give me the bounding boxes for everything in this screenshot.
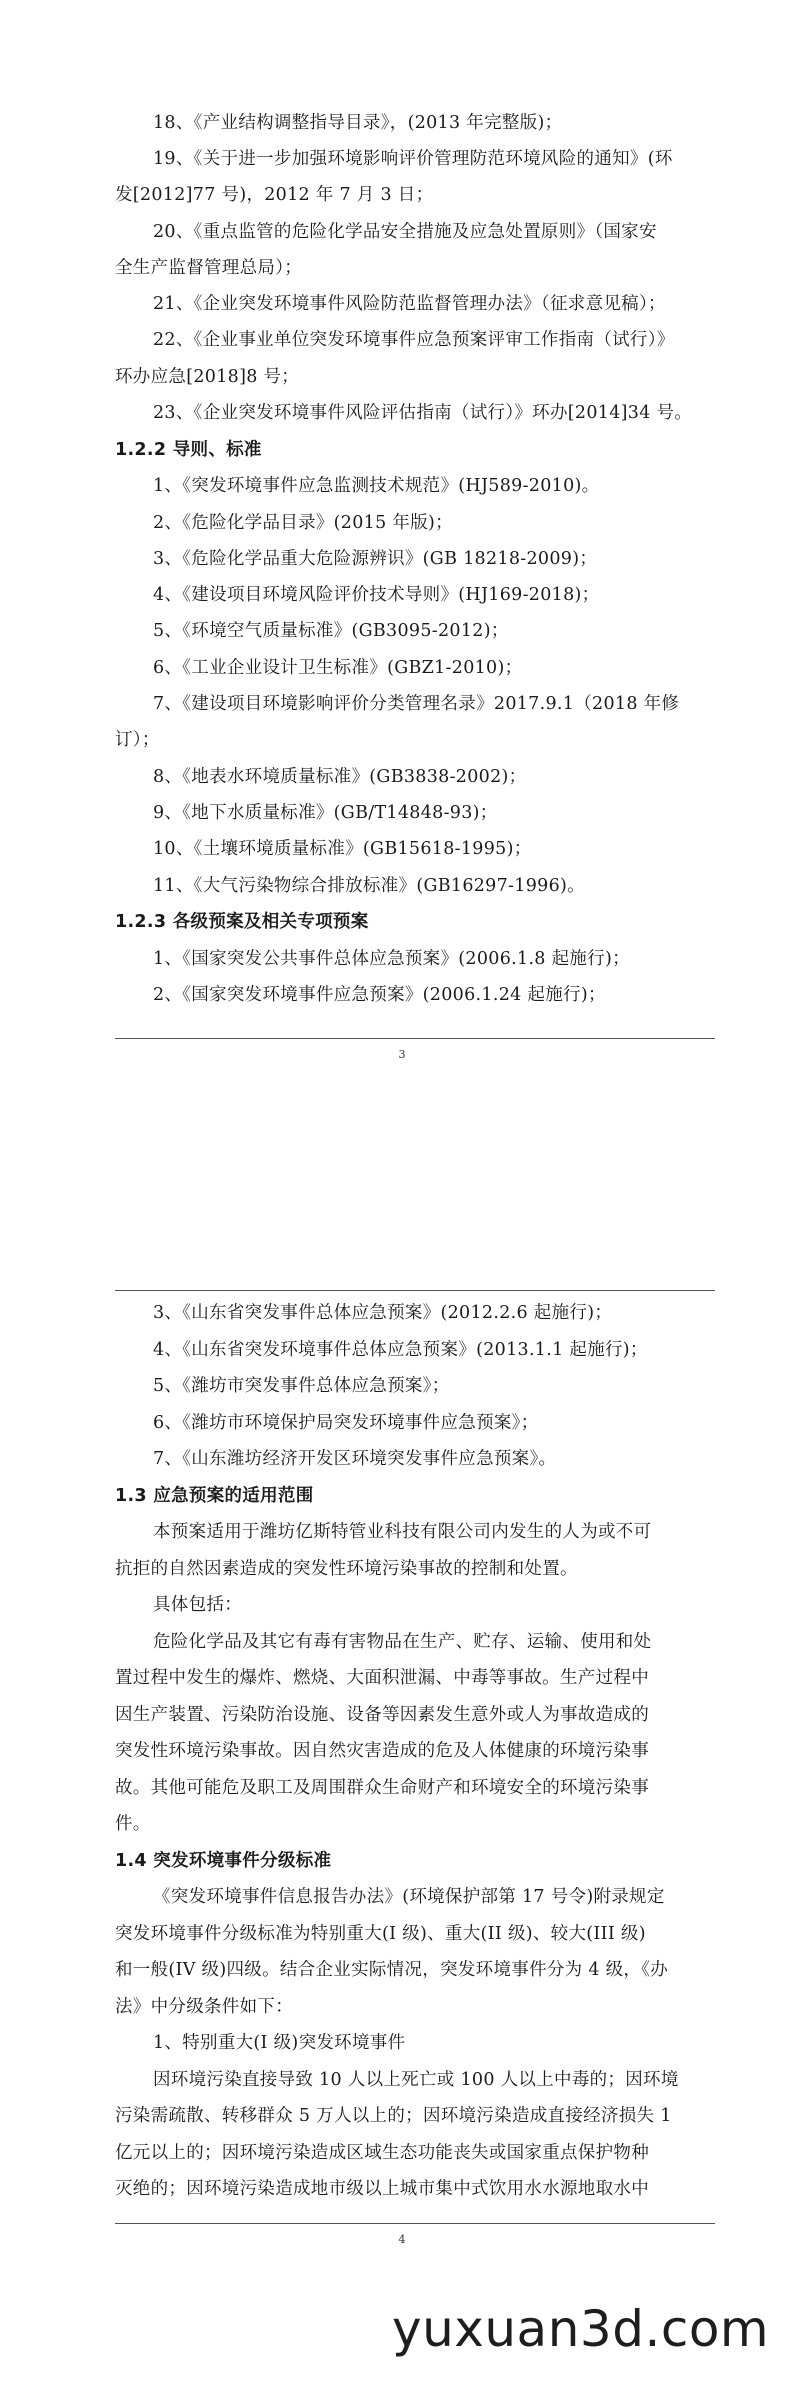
footer-rule [115,1038,715,1039]
text-line: 发[2012]77 号)，2012 年 7 月 3 日； [115,185,434,205]
section-heading-1-2-2: 1.2.2 导则、标准 [115,440,262,460]
text-line: 法》中分级条件如下： [115,1997,293,2017]
text-line: 抗拒的自然因素造成的突发性环境污染事故的控制和处置。 [115,1559,578,1579]
text-line: 具体包括： [153,1595,242,1615]
text-line: 10、《土壤环境质量标准》(GB15618-1995)； [153,839,532,859]
text-line: 《突发环境事件信息报告办法》(环境保护部第 17 号令)附录规定 [153,1887,665,1907]
text-line: 全生产监督管理总局）； [115,258,303,278]
text-line: 6、《工业企业设计卫生标准》(GBZ1-2010)； [153,658,523,678]
text-line: 和一般(IV 级)四级。结合企业实际情况，突发环境事件分为 4 级，《办 [115,1960,669,1980]
text-line: 22、《企业事业单位突发环境事件应急预案评审工作指南（试行）》 [153,330,675,350]
text-line: 6、《潍坊市环境保护局突发环境事件应急预案》； [153,1413,539,1433]
text-line: 亿元以上的；因环境污染造成区域生态功能丧失或国家重点保护物种 [115,2143,649,2163]
text-line: 订）； [115,730,160,750]
text-line: 5、《环境空气质量标准》(GB3095-2012)； [153,621,509,641]
text-line: 20、《重点监管的危险化学品安全措施及应急处置原则》（国家安 [153,222,657,242]
text-line: 突发环境事件分级标准为特别重大(I 级)、重大(II 级)、较大(III 级) [115,1924,646,1944]
text-line: 污染需疏散、转移群众 5 万人以上的；因环境污染造成直接经济损失 1 [115,2106,672,2126]
page-number: 4 [398,2233,406,2246]
text-line: 3、《山东省突发事件总体应急预案》(2012.2.6 起施行)； [153,1303,613,1323]
text-line: 因环境污染直接导致 10 人以上死亡或 100 人以上中毒的；因环境 [153,2070,679,2090]
text-line: 4、《山东省突发环境事件总体应急预案》(2013.1.1 起施行)； [153,1340,648,1360]
text-line: 灭绝的；因环境污染造成地市级以上城市集中式饮用水水源地取水中 [115,2179,649,2199]
text-line: 7、《山东潍坊经济开发区环境突发事件应急预案》。 [153,1449,557,1469]
text-line: 1、《突发环境事件应急监测技术规范》(HJ589-2010)。 [153,476,600,496]
text-line: 2、《危险化学品目录》(2015 年版)； [153,513,453,533]
text-line: 7、《建设项目环境影响评价分类管理名录》2017.9.1（2018 年修 [153,694,680,714]
section-heading-1-4: 1.4 突发环境事件分级标准 [115,1851,332,1871]
text-line: 置过程中发生的爆炸、燃烧、大面积泄漏、中毒等事故。生产过程中 [115,1668,649,1688]
text-line: 18、《产业结构调整指导目录》，(2013 年完整版)； [153,113,563,133]
text-line: 4、《建设项目环境风险评价技术导则》(HJ169-2018)； [153,585,600,605]
text-line: 1、《国家突发公共事件总体应急预案》(2006.1.8 起施行)； [153,949,630,969]
page-number: 3 [398,1048,406,1061]
text-line: 21、《企业突发环境事件风险防范监督管理办法》（征求意见稿）； [153,294,666,314]
text-line: 突发性环境污染事故。因自然灾害造成的危及人体健康的环境污染事 [115,1741,649,1761]
text-line: 23、《企业突发环境事件风险评估指南（试行）》环办[2014]34 号。 [153,403,693,423]
text-line: 19、《关于进一步加强环境影响评价管理防范环境风险的通知》(环 [153,149,673,169]
text-line: 因生产装置、污染防治设施、设备等因素发生意外或人为事故造成的 [115,1705,649,1725]
text-line: 11、《大气污染物综合排放标准》(GB16297-1996)。 [153,876,585,896]
section-heading-1-2-3: 1.2.3 各级预案及相关专项预案 [115,912,369,932]
header-rule [115,1290,715,1291]
text-line: 危险化学品及其它有毒有害物品在生产、贮存、运输、使用和处 [153,1632,652,1652]
text-line: 件。 [115,1814,151,1834]
section-heading-1-3: 1.3 应急预案的适用范围 [115,1486,314,1506]
text-line: 本预案适用于潍坊亿斯特管业科技有限公司内发生的人为或不可 [153,1522,652,1542]
text-line: 3、《危险化学品重大危险源辨识》(GB 18218-2009)； [153,549,598,569]
text-line: 2、《国家突发环境事件应急预案》(2006.1.24 起施行)； [153,985,606,1005]
text-line: 9、《地下水质量标准》(GB/T14848-93)； [153,803,498,823]
text-line: 1、特别重大(I 级)突发环境事件 [153,2033,406,2053]
watermark-text: yuxuan3d.com [392,2300,770,2358]
text-line: 8、《地表水环境质量标准》(GB3838-2002)； [153,767,527,787]
text-line: 环办应急[2018]8 号； [115,367,300,387]
text-line: 5、《潍坊市突发事件总体应急预案》； [153,1376,450,1396]
text-line: 故。其他可能危及职工及周围群众生命财产和环境安全的环境污染事 [115,1778,649,1798]
footer-rule [115,2223,715,2224]
